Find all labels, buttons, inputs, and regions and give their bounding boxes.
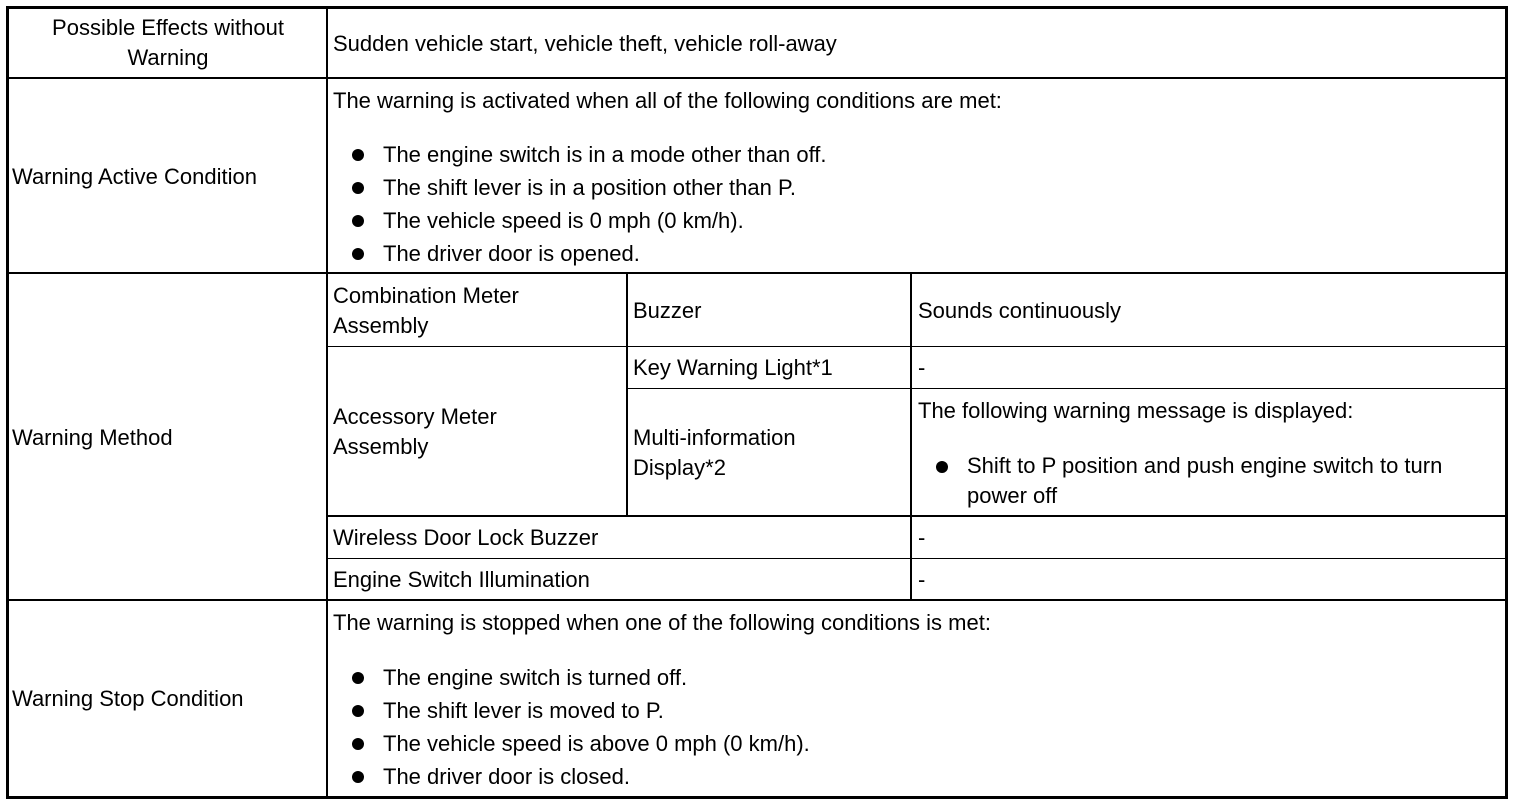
multi-information-display: Multi-information Display*2 (633, 425, 796, 480)
bullet-icon (352, 771, 364, 783)
stop-intro: The warning is stopped when one of the following conditions is met: (333, 610, 991, 635)
effects-value: Sudden vehicle start, vehicle theft, vehicle roll-away (333, 31, 837, 56)
mid-intro: The following warning message is displayed: (918, 398, 1354, 423)
engine-switch-illumination: Engine Switch Illumination (333, 567, 590, 592)
bullet-icon (352, 182, 364, 194)
stop-conditions-list (333, 661, 1493, 793)
active-conditions-list (333, 138, 1493, 270)
column-divider (326, 6, 328, 799)
list-item: The engine switch is turned off. (333, 661, 1493, 694)
list-item: Shift to P position and push engine switch to turn power off (911, 451, 1486, 511)
effects-label: Possible Effects without Warning (52, 15, 284, 70)
list-item: The driver door is opened. (333, 237, 1493, 270)
mid-message-list (911, 451, 1486, 511)
column-divider (910, 273, 912, 600)
bullet-icon (352, 738, 364, 750)
combination-meter-name: Combination Meter Assembly (333, 283, 519, 338)
key-warning-light-action: - (918, 355, 926, 380)
row-divider (327, 346, 1508, 347)
bullet-icon (352, 248, 364, 260)
column-divider (626, 273, 628, 516)
list-item: The shift lever is moved to P. (333, 694, 1493, 727)
combination-device: Buzzer (633, 298, 702, 323)
door-lock-buzzer: Wireless Door Lock Buzzer (333, 525, 599, 550)
row-divider (6, 77, 1508, 79)
bullet-icon (352, 149, 364, 161)
list-item: The shift lever is in a position other than P. (333, 171, 1493, 204)
list-item: The vehicle speed is above 0 mph (0 km/h). (333, 727, 1493, 760)
engine-switch-illumination-action: - (918, 567, 926, 592)
list-item: The engine switch is in a mode other than off. (333, 138, 1493, 171)
method-label: Warning Method (12, 425, 173, 450)
row-divider (6, 272, 1508, 274)
key-warning-light: Key Warning Light*1 (633, 355, 833, 380)
bullet-icon (352, 215, 364, 227)
bullet-icon (352, 672, 364, 684)
list-item: The driver door is closed. (333, 760, 1493, 793)
row-divider (627, 388, 1508, 389)
combination-action: Sounds continuously (918, 298, 1122, 323)
active-intro: The warning is activated when all of the following conditions are met: (333, 88, 1002, 113)
active-label: Warning Active Condition (12, 164, 257, 189)
stop-label: Warning Stop Condition (12, 686, 244, 711)
list-item: The vehicle speed is 0 mph (0 km/h). (333, 204, 1493, 237)
bullet-icon (936, 461, 948, 473)
accessory-meter-name: Accessory Meter Assembly (333, 404, 497, 459)
bullet-icon (352, 705, 364, 717)
row-divider (6, 599, 1508, 601)
door-lock-buzzer-action: - (918, 525, 926, 550)
row-divider (327, 558, 1508, 559)
row-divider (327, 515, 1508, 517)
